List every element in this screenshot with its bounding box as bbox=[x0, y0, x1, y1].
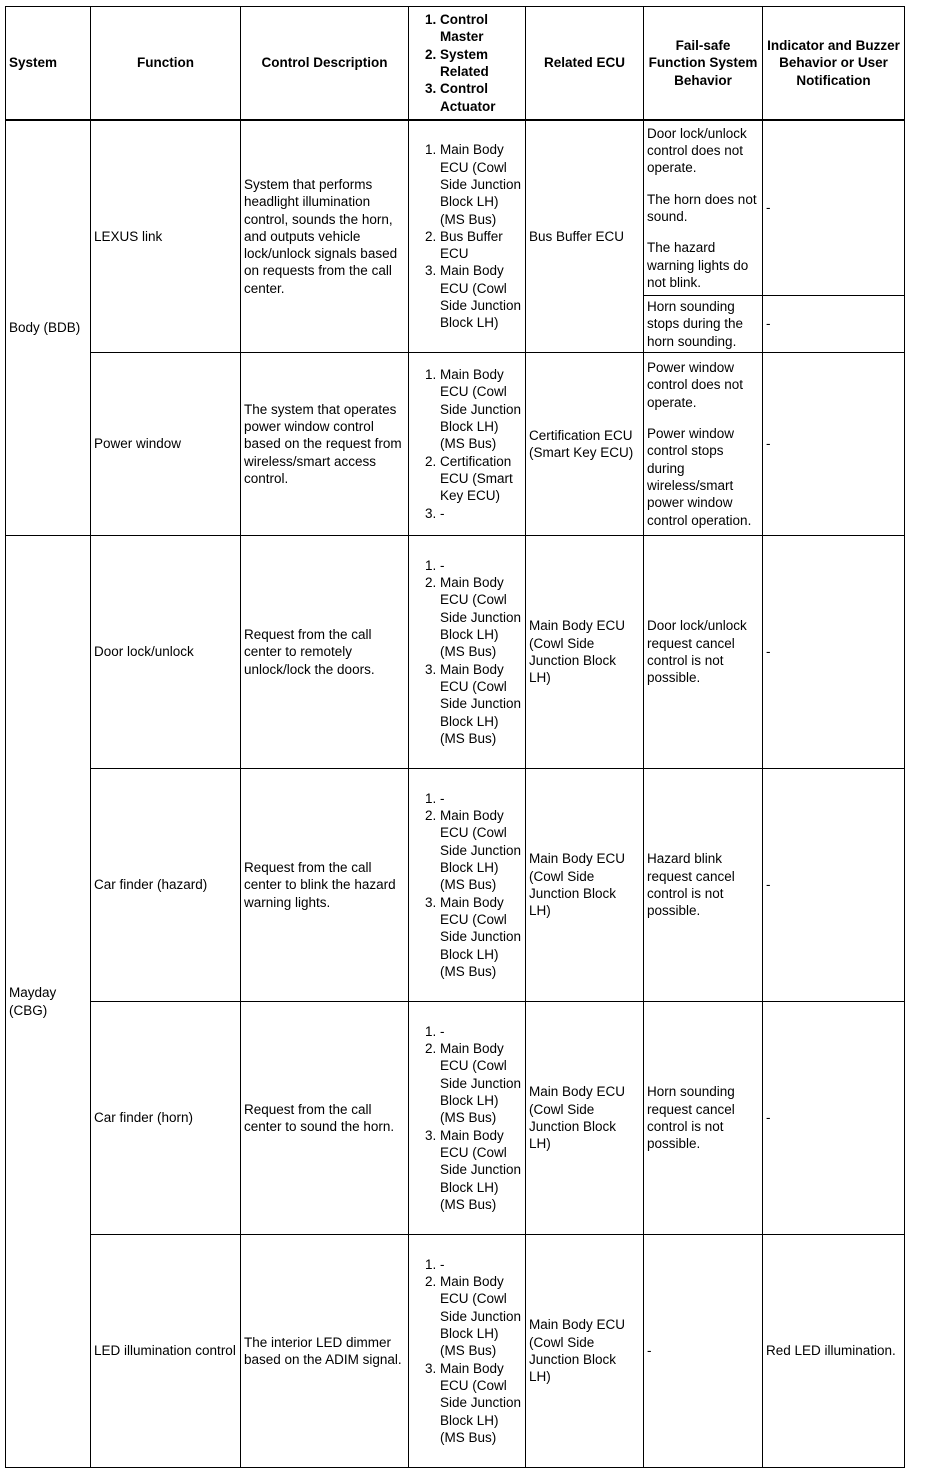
controls-cell bbox=[409, 769, 526, 1002]
indicator-cell: - bbox=[763, 353, 905, 536]
system-function-table bbox=[5, 6, 905, 1468]
failsafe-cell: Horn sounding stops during the horn sounding. bbox=[644, 296, 763, 353]
failsafe-item: The hazard warning lights do not blink. bbox=[647, 240, 749, 290]
function-cell: Door lock/unlock bbox=[91, 536, 241, 769]
description-cell: Request from the call center to sound the horn. bbox=[241, 1002, 409, 1235]
header-related-ecu: Related ECU bbox=[526, 7, 644, 121]
control-actuator: 3. - bbox=[440, 505, 522, 522]
table-row bbox=[6, 769, 905, 1002]
system-related: 2. Certification ECU (Smart Key ECU) bbox=[440, 453, 522, 505]
related-ecu-cell: Main Body ECU (Cowl Side Junction Block LH) bbox=[526, 769, 644, 1002]
control-actuator: 3. Main Body ECU (Cowl Side Junction Block LH) (MS Bus) bbox=[440, 894, 522, 980]
related-ecu-cell: Main Body ECU (Cowl Side Junction Block LH) bbox=[526, 1002, 644, 1235]
function-cell: LED illumination control bbox=[91, 1235, 241, 1468]
controls-cell bbox=[409, 353, 526, 536]
system-related: 2. Main Body ECU (Cowl Side Junction Block LH) (MS Bus) bbox=[440, 1273, 522, 1359]
system-related: 2. Main Body ECU (Cowl Side Junction Block LH) (MS Bus) bbox=[440, 1040, 522, 1126]
failsafe-item: Door lock/unlock control does not operate. bbox=[647, 125, 747, 176]
controls-cell bbox=[409, 1002, 526, 1235]
related-ecu-cell: Certification ECU (Smart Key ECU) bbox=[526, 353, 644, 536]
failsafe-cell: Door lock/unlock request cancel control is not possible. bbox=[644, 536, 763, 769]
header-row bbox=[6, 7, 905, 121]
description-cell: System that performs headlight illumination control, sounds the horn, and outputs vehicle lock/unlock signals based on requests from the call center. bbox=[241, 120, 409, 353]
indicator-cell: - bbox=[763, 1002, 905, 1235]
header-failsafe: Fail-safe Function System Behavior bbox=[644, 7, 763, 121]
failsafe-cell: Horn sounding request cancel control is not possible. bbox=[644, 1002, 763, 1235]
indicator-cell: - bbox=[763, 769, 905, 1002]
control-master: 1. - bbox=[440, 1256, 522, 1273]
header-system: System bbox=[6, 7, 91, 121]
failsafe-item: Power window control stops during wireless/smart power window control operation. bbox=[647, 426, 752, 528]
control-master: 1. Main Body ECU (Cowl Side Junction Block LH) (MS Bus) bbox=[440, 366, 522, 452]
related-ecu-cell: Bus Buffer ECU bbox=[526, 120, 644, 353]
function-cell: LEXUS link bbox=[91, 120, 241, 353]
function-cell: Car finder (hazard) bbox=[91, 769, 241, 1002]
failsafe-cell bbox=[644, 353, 763, 536]
control-master: 1. - bbox=[440, 1023, 522, 1040]
system-cell: Body (BDB) bbox=[6, 120, 91, 536]
function-cell: Car finder (horn) bbox=[91, 1002, 241, 1235]
header-control-actuator: 3. Control Actuator bbox=[440, 80, 522, 115]
failsafe-cell bbox=[644, 120, 763, 296]
header-indicator: Indicator and Buzzer Behavior or User Notification bbox=[763, 7, 905, 121]
failsafe-item: The horn does not sound. bbox=[647, 191, 757, 224]
header-function: Function bbox=[91, 7, 241, 121]
controls-cell bbox=[409, 536, 526, 769]
controls-cell bbox=[409, 120, 526, 353]
system-related: 2. Bus Buffer ECU bbox=[440, 228, 522, 263]
header-system-related: 2. System Related bbox=[440, 46, 522, 81]
header-control-description: Control Description bbox=[241, 7, 409, 121]
control-actuator: 3. Main Body ECU (Cowl Side Junction Block LH) bbox=[440, 262, 522, 331]
indicator-cell: - bbox=[763, 536, 905, 769]
control-master: 1. - bbox=[440, 790, 522, 807]
indicator-cell: - bbox=[763, 120, 905, 296]
control-master: 1. Main Body ECU (Cowl Side Junction Block LH) (MS Bus) bbox=[440, 141, 522, 227]
description-cell: The system that operates power window control based on the request from wireless/smart access control. bbox=[241, 353, 409, 536]
header-control-master: 1. Control Master bbox=[440, 11, 522, 46]
system-related: 2. Main Body ECU (Cowl Side Junction Block LH) (MS Bus) bbox=[440, 807, 522, 893]
control-actuator: 3. Main Body ECU (Cowl Side Junction Block LH) (MS Bus) bbox=[440, 661, 522, 747]
system-related: 2. Main Body ECU (Cowl Side Junction Block LH) (MS Bus) bbox=[440, 574, 522, 660]
function-cell: Power window bbox=[91, 353, 241, 536]
failsafe-cell: - bbox=[644, 1235, 763, 1468]
table-row bbox=[6, 1002, 905, 1235]
description-cell: Request from the call center to remotely unlock/lock the doors. bbox=[241, 536, 409, 769]
table-row bbox=[6, 536, 905, 769]
control-actuator: 3. Main Body ECU (Cowl Side Junction Block LH) (MS Bus) bbox=[440, 1127, 522, 1213]
control-actuator: 3. Main Body ECU (Cowl Side Junction Block LH) (MS Bus) bbox=[440, 1360, 522, 1446]
description-cell: The interior LED dimmer based on the ADIM signal. bbox=[241, 1235, 409, 1468]
failsafe-cell: Hazard blink request cancel control is not possible. bbox=[644, 769, 763, 1002]
failsafe-item: Power window control does not operate. bbox=[647, 360, 744, 410]
table-row bbox=[6, 353, 905, 536]
related-ecu-cell: Main Body ECU (Cowl Side Junction Block LH) bbox=[526, 1235, 644, 1468]
table-row bbox=[6, 120, 905, 296]
table-row bbox=[6, 1235, 905, 1468]
controls-cell bbox=[409, 1235, 526, 1468]
header-control-list bbox=[409, 7, 526, 121]
indicator-cell: - bbox=[763, 296, 905, 353]
related-ecu-cell: Main Body ECU (Cowl Side Junction Block LH) bbox=[526, 536, 644, 769]
indicator-cell: Red LED illumination. bbox=[763, 1235, 905, 1468]
system-cell: Mayday (CBG) bbox=[6, 536, 91, 1468]
description-cell: Request from the call center to blink the hazard warning lights. bbox=[241, 769, 409, 1002]
control-master: 1. - bbox=[440, 557, 522, 574]
